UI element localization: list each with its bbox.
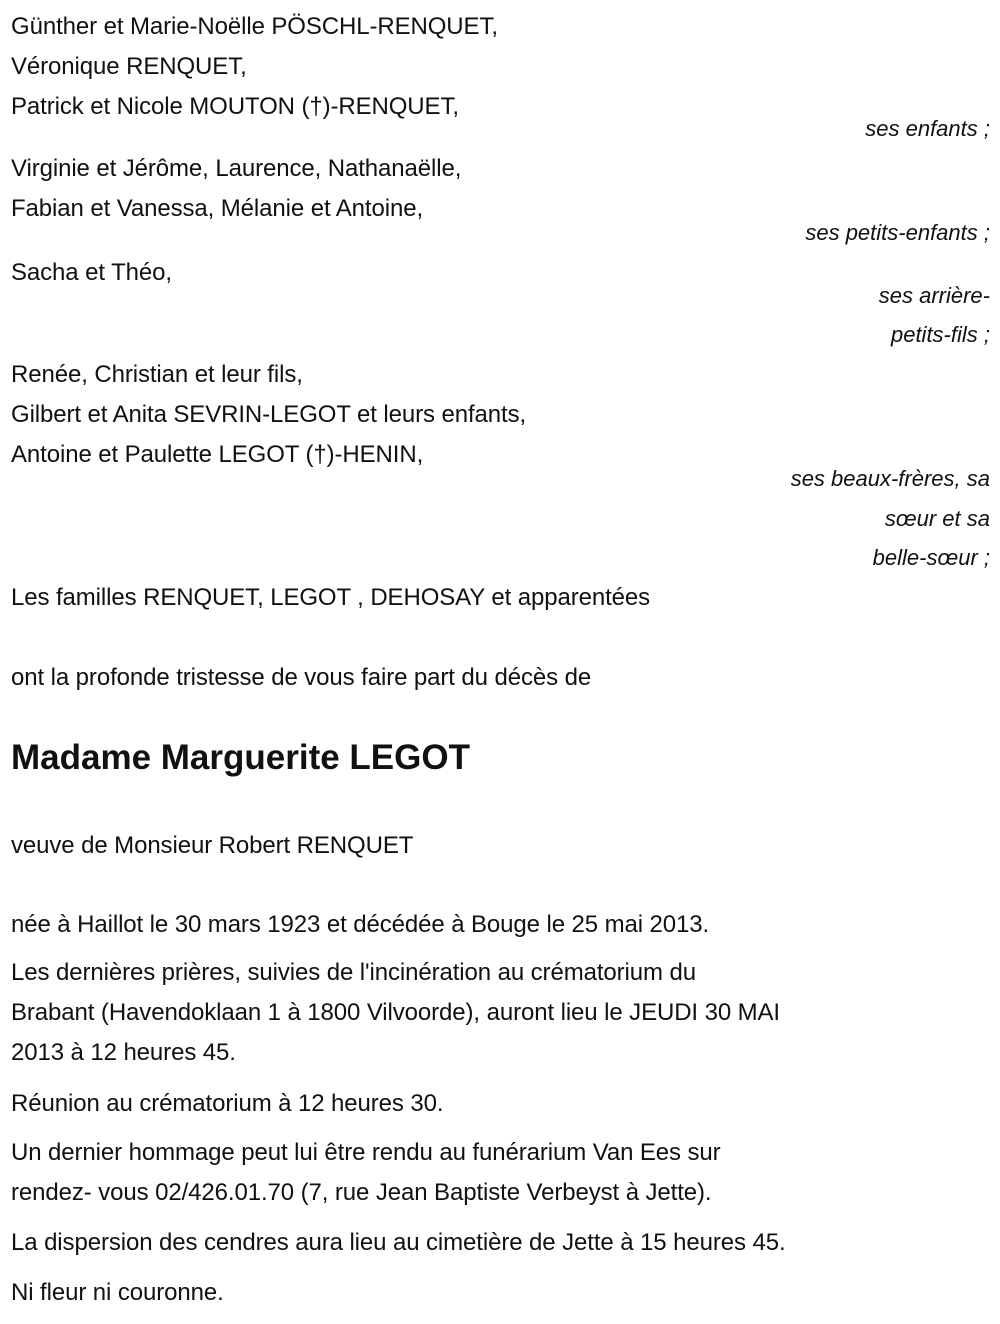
ashes-dispersion: La dispersion des cendres aura lieu au cimetière de Jette à 15 heures 45. <box>11 1229 786 1256</box>
ceremony-line: 2013 à 12 heures 45. <box>11 1039 236 1066</box>
family-line: Antoine et Paulette LEGOT (†)-HENIN, <box>11 441 424 468</box>
relation-label: petits-fils ; <box>890 322 990 347</box>
meeting: Réunion au crématorium à 12 heures 30. <box>11 1090 444 1117</box>
relation-label: belle-sœur ; <box>872 545 990 570</box>
homage-line: rendez- vous 02/426.01.70 (7, rue Jean Baptiste Verbeyst à Jette). <box>11 1179 712 1206</box>
widow-of: veuve de Monsieur Robert RENQUET <box>11 832 414 859</box>
announcement: ont la profonde tristesse de vous faire part du décès de <box>11 664 592 691</box>
relation-label: ses enfants ; <box>865 116 990 141</box>
flowers-note: Ni fleur ni couronne. <box>11 1279 224 1306</box>
family-line: Véronique RENQUET, <box>11 53 247 80</box>
relation-label: sœur et sa <box>884 506 990 531</box>
deceased-name: Madame Marguerite LEGOT <box>11 738 470 777</box>
family-line: Patrick et Nicole MOUTON (†)-RENQUET, <box>11 93 459 120</box>
family-line: Günther et Marie-Noëlle PÖSCHL-RENQUET, <box>11 13 498 40</box>
ceremony-line: Brabant (Havendoklaan 1 à 1800 Vilvoorde), auront lieu le JEUDI 30 MAI <box>11 999 781 1026</box>
relation-label: ses petits-enfants ; <box>805 220 990 245</box>
birth-death: née à Haillot le 30 mars 1923 et décédée à Bouge le 25 mai 2013. <box>11 911 710 938</box>
family-line: Virginie et Jérôme, Laurence, Nathanaëlle, <box>11 155 462 182</box>
homage-line: Un dernier hommage peut lui être rendu au funérarium Van Ees sur <box>11 1139 721 1166</box>
relation-label: ses beaux-frères, sa <box>790 466 990 491</box>
relation-label: ses arrière- <box>878 283 990 308</box>
family-line: Sacha et Théo, <box>11 259 172 286</box>
families-line: Les familles RENQUET, LEGOT , DEHOSAY et apparentées <box>11 584 651 611</box>
family-line: Renée, Christian et leur fils, <box>11 361 303 388</box>
family-line: Gilbert et Anita SEVRIN-LEGOT et leurs enfants, <box>11 401 527 428</box>
ceremony-line: Les dernières prières, suivies de l'incinération au crématorium du <box>11 959 696 986</box>
family-line: Fabian et Vanessa, Mélanie et Antoine, <box>11 195 424 222</box>
